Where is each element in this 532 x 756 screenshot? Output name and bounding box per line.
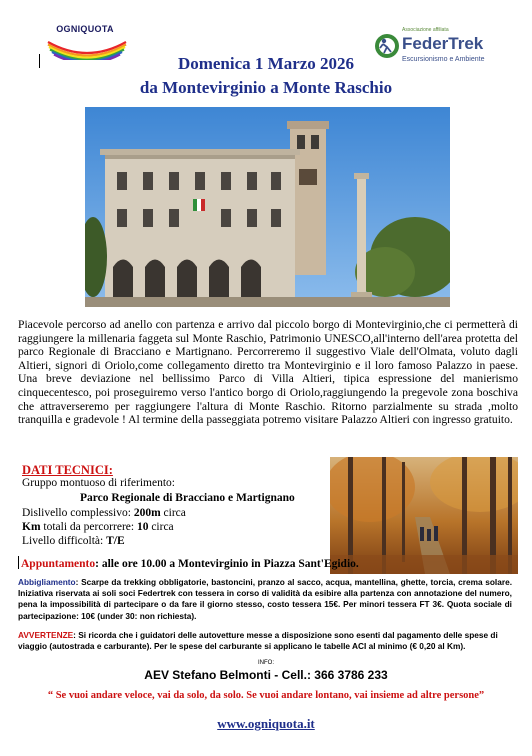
clothing-notes (18, 577, 512, 622)
tech-km (22, 521, 174, 533)
tech-dislivello-label: Dislivello complessivo: (22, 507, 134, 519)
warnings-notes (18, 630, 512, 652)
motto-quote: “ Se vuoi andare veloce, vai da solo, da solo. Se vuoi andare lontano, vai insieme ad altre persone” (47, 690, 485, 701)
tech-livello-value: T/E (106, 535, 125, 547)
warnings-label: AVVERTENZE (18, 630, 74, 640)
tech-dislivello (22, 507, 186, 519)
federtrek-affiliation-text: Associazione affiliata (402, 27, 449, 33)
federtrek-tagline: Escursionismo e Ambiente (402, 56, 485, 63)
tech-group-label: Gruppo montuoso di riferimento: (22, 477, 175, 489)
event-date-title: Domenica 1 Marzo 2026 (177, 54, 355, 73)
federtrek-name: FederTrek (402, 34, 484, 53)
website-link[interactable]: www.ogniquota.it (217, 716, 315, 731)
tech-km-label: Km (22, 521, 41, 533)
tech-data-title: DATI TECNICI: (22, 463, 113, 477)
tech-dislivello-suffix: circa (160, 507, 186, 519)
clothing-text: : Scarpe da trekking obbligatorie, bastoncini, pranzo al sacco, acqua, mantellina, ghette, torcia, crema solare. Iniziativa riservata ai soli soci Federtrek con tessera in corso di validità da esibire alla partenza con annotazione del numero, pena la impossibilità di partecipare o da fare il giorno stesso, costo tessera 15€. Per minori tessera FT 3€. Quota sociale di partecipazione: 10€ (under 30: non richiesta). (18, 577, 512, 621)
tech-km-text: totali da percorrere: (40, 521, 137, 533)
palazzo-photo (85, 107, 450, 307)
tech-km-value: 10 (136, 521, 149, 533)
appointment (18, 556, 359, 570)
clothing-label: Abbigliamento (18, 577, 76, 587)
hike-description: Piacevole percorso ad anello con partenza e arrivo dal piccolo borgo di Montevirginio,che ci permetterà di raggiungere la millenaria faggeta sul Monte Raschio, Patrimonio UNESCO,all'interno dell'area protetta del parco Regionale di Bracciano e Martignano. Percorreremo il suggestivo Viale dell'Olmata, voluto dagli Altieri, signori di Oriolo,come collegamento diretto tra Montevirginio e il loro famoso Palazzo in paese. Una breve deviazione nel bellissimo Parco di Villa Altieri, tipica espressione del manierismo cinquecentesco, poi proseguiremo verso l'antico borgo di Oriolo,raggiungendo la pregevole zona boschiva che attraverseremo per raggiungere l'altura di Monte Raschio. Ritorno parzialmente su strada ,molto tranquilla e gradevole ! Al termine della passeggiata potremo visitare Palazzo Altieri con ingresso gratuito. (18, 318, 518, 427)
warnings-text: : Si ricorda che i guidatori delle autovetture messe a disposizione sono esenti dal pagamento delle spese di viaggio (autostrada e carburante). Per le spese del carburante si applicano le tabelle ACI al minimo (€ 0,20 al Km). (18, 630, 498, 651)
tech-livello (22, 535, 125, 547)
contact-line: AEV Stefano Belmonti - Cell.: 366 3786 233 (144, 668, 388, 682)
event-route-title: da Montevirginio a Monte Raschio (139, 78, 393, 97)
appointment-text: : alle ore 10.00 a Montevirginio in Piazza Sant'Egidio. (95, 558, 359, 570)
tech-park-name: Parco Regionale di Bracciano e Martignano (80, 492, 295, 504)
tech-livello-label: Livello difficoltà: (22, 535, 107, 547)
ogniquota-logo-text: OGNIQUOTA (56, 24, 114, 34)
tech-dislivello-value: 200m (133, 507, 161, 519)
text-cursor (18, 556, 19, 569)
tech-km-suffix: circa (148, 521, 174, 533)
info-label: INFO: (258, 660, 274, 666)
appointment-label: Appuntamento (21, 558, 96, 570)
